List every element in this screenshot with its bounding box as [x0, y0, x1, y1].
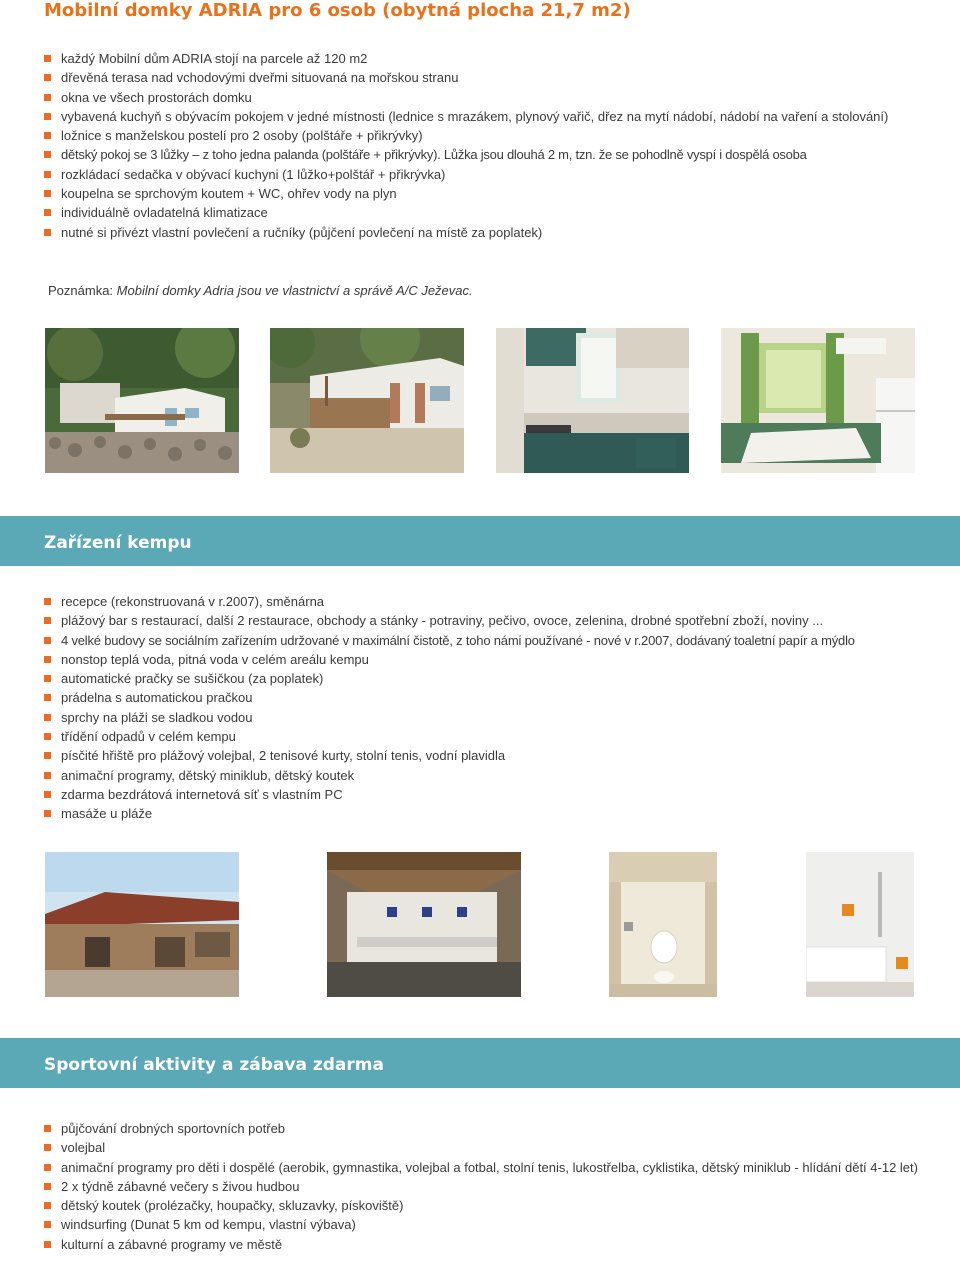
list-item: třídění odpadů v celém kempu [44, 727, 924, 746]
list-item: půjčování drobných sportovních potřeb [44, 1119, 924, 1138]
list-item: masáže u pláže [44, 804, 924, 823]
adria-feature-list [44, 49, 924, 242]
facilities-list [44, 592, 924, 824]
list-item: nutné si přivézt vlastní povlečení a ručníky (půjčení povlečení na místě za poplatek) [44, 223, 924, 242]
list-item: písčité hřiště pro plážový volejbal, 2 tenisové kurty, stolní tenis, vodní plavidla [44, 746, 924, 765]
list-item: animační programy pro děti i dospělé (aerobik, gymnastika, volejbal a fotbal, stolní tenis, lukostřelba, cyklistika, dětský miniklub - hlídání dětí 4-12 let) [44, 1158, 924, 1177]
list-item: automatické pračky se sušičkou (za poplatek) [44, 669, 924, 688]
list-item: rozkládací sedačka v obývací kuchyni (1 lůžko+polštář + přikrývka) [44, 165, 924, 184]
list-item: každý Mobilní dům ADRIA stojí na parcele až 120 m2 [44, 49, 924, 68]
toilet-photo [609, 852, 717, 997]
list-item: zdarma bezdrátová internetová síť s vlastním PC [44, 785, 924, 804]
sanitary-building-photo [45, 852, 239, 997]
list-item: prádelna s automatickou pračkou [44, 688, 924, 707]
note [48, 281, 473, 300]
list-item: 2 x týdně zábavné večery s živou hudbou [44, 1177, 924, 1196]
list-item: plážový bar s restaurací, další 2 restaurace, obchody a stánky - potraviny, pečivo, ovoce, zelenina, drobné spotřební zboží, noviny ... [44, 611, 924, 630]
list-item: dětský koutek (prolézačky, houpačky, skluzavky, pískoviště) [44, 1196, 924, 1215]
list-item: recepce (rekonstruovaná v r.2007), směnárna [44, 592, 924, 611]
note-label: Poznámka: [48, 283, 114, 298]
section-title: Zařízení kempu [44, 533, 192, 553]
note-text: Mobilní domky Adria jsou ve vlastnictví a správě A/C Ježevac. [116, 283, 473, 298]
list-item: animační programy, dětský miniklub, dětský koutek [44, 766, 924, 785]
section-header-facilities [0, 516, 960, 566]
living-room-photo [721, 328, 915, 473]
list-item: dřevěná terasa nad vchodovými dveřmi situovaná na mořskou stranu [44, 68, 924, 87]
mobile-home-photo [45, 328, 239, 473]
list-item: kulturní a zábavné programy ve městě [44, 1235, 924, 1254]
page-title: Mobilní domky ADRIA pro 6 osob (obytná plocha 21,7 m2) [44, 0, 631, 21]
list-item: sprchy na pláži se sladkou vodou [44, 708, 924, 727]
list-item: windsurfing (Dunat 5 km od kempu, vlastní výbava) [44, 1215, 924, 1234]
washroom-photo [327, 852, 521, 997]
list-item: koupelna se sprchovým koutem + WC, ohřev vody na plyn [44, 184, 924, 203]
bathroom-photo [806, 852, 914, 997]
mobile-home-terrace-photo [270, 328, 464, 473]
section-title: Sportovní aktivity a zábava zdarma [44, 1055, 384, 1075]
list-item: individuálně ovladatelná klimatizace [44, 203, 924, 222]
list-item: ložnice s manželskou postelí pro 2 osoby (polštáře + přikrývky) [44, 126, 924, 145]
list-item: vybavená kuchyň s obývacím pokojem v jedné místnosti (lednice s mrazákem, plynový vařič, dřez na mytí nádobí, nádobí na vaření a stolování) [44, 107, 924, 126]
section-header-sports [0, 1038, 960, 1088]
list-item: nonstop teplá voda, pitná voda v celém areálu kempu [44, 650, 924, 669]
list-item: volejbal [44, 1138, 924, 1157]
sports-list [44, 1119, 924, 1254]
list-item: dětský pokoj se 3 lůžky – z toho jedna palanda (polštáře + přikrývky). Lůžka jsou dlouhá 2 m, tzn. že se pohodlně vyspí i dospělá osoba [44, 145, 924, 164]
list-item: 4 velké budovy se sociálním zařízením udržované v maximální čistotě, z toho námi používané - nové v r.2007, dodávaný toaletní papír a mýdlo [44, 631, 924, 650]
kitchen-photo [496, 328, 689, 473]
list-item: okna ve všech prostorách domku [44, 88, 924, 107]
